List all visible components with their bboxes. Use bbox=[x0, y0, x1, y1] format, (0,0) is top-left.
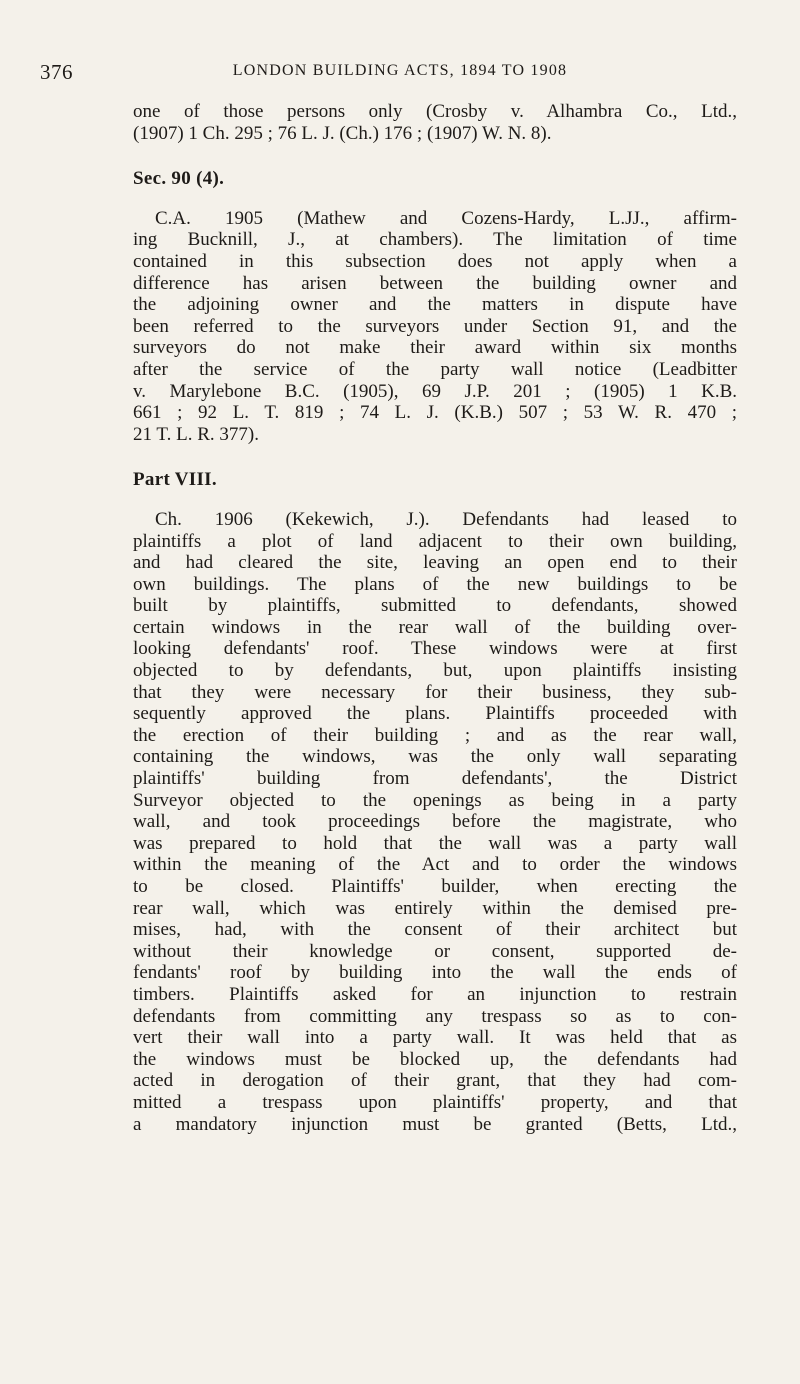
text-line: difference has arisen between the building owner and bbox=[133, 272, 737, 294]
text-line: rear wall, which was entirely within the demised pre- bbox=[133, 897, 737, 919]
text-line: certain windows in the rear wall of the building over- bbox=[133, 616, 737, 638]
text-line: Ch. 1906 (Kekewich, J.). Defendants had leased to bbox=[155, 508, 737, 530]
text-line: C.A. 1905 (Mathew and Cozens-Hardy, L.JJ., affirm- bbox=[155, 207, 737, 229]
paragraph-continuation bbox=[133, 101, 737, 144]
text-line: fendants' roof by building into the wall the ends of bbox=[133, 962, 737, 984]
text-line: contained in this subsection does not apply when a bbox=[133, 250, 737, 272]
text-line: been referred to the surveyors under Section 91, and the bbox=[133, 315, 737, 337]
text-line: wall, and took proceedings before the magistrate, who bbox=[133, 811, 737, 833]
text-line: 661 ; 92 L. T. 819 ; 74 L. J. (K.B.) 507 ; 53 W. R. 470 ; bbox=[133, 402, 737, 424]
text-line: without their knowledge or consent, supported de- bbox=[133, 940, 737, 962]
running-head: LONDON BUILDING ACTS, 1894 TO 1908 bbox=[232, 62, 568, 79]
text-line: vert their wall into a party wall. It was held that as bbox=[133, 1027, 737, 1049]
text-line: looking defendants' roof. These windows were at first bbox=[133, 638, 737, 660]
page-number: 376 bbox=[40, 60, 73, 84]
text-line: plaintiffs' building from defendants', the District bbox=[133, 768, 737, 790]
text-line: v. Marylebone B.C. (1905), 69 J.P. 201 ; (1905) 1 K.B. bbox=[133, 380, 737, 402]
text-line: the windows must be blocked up, the defendants had bbox=[133, 1048, 737, 1070]
text-line: that they were necessary for their business, they sub- bbox=[133, 681, 737, 703]
text-line: mitted a trespass upon plaintiffs' property, and that bbox=[133, 1091, 737, 1113]
text-line: the erection of their building ; and as the rear wall, bbox=[133, 724, 737, 746]
page-body bbox=[133, 101, 737, 1135]
text-line: the adjoining owner and the matters in dispute have bbox=[133, 294, 737, 316]
section-heading: Part VIII. bbox=[133, 469, 217, 491]
text-line: objected to by defendants, but, upon plaintiffs insisting bbox=[133, 660, 737, 682]
text-line: timbers. Plaintiffs asked for an injunction to restrain bbox=[133, 983, 737, 1005]
text-line: surveyors do not make their award within six months bbox=[133, 337, 737, 359]
text-line: after the service of the party wall notice (Leadbitter bbox=[133, 358, 737, 380]
text-line: was prepared to hold that the wall was a party wall bbox=[133, 832, 737, 854]
text-line: to be closed. Plaintiffs' builder, when erecting the bbox=[133, 876, 737, 897]
text-line: acted in derogation of their grant, that they had com- bbox=[133, 1070, 737, 1092]
text-line: built by plaintiffs, submitted to defendants, showed bbox=[133, 595, 737, 617]
text-line: mises, had, with the consent of their architect but bbox=[133, 919, 737, 941]
text-line: 21 T. L. R. 377). bbox=[133, 423, 259, 445]
text-line: sequently approved the plans. Plaintiffs proceeded with bbox=[133, 703, 737, 725]
text-line: own buildings. The plans of the new buildings to be bbox=[133, 573, 737, 595]
text-line: defendants from committing any trespass so as to con- bbox=[133, 1005, 737, 1027]
text-line: (1907) 1 Ch. 295 ; 76 L. J. (Ch.) 176 ; (1907) W. N. 8). bbox=[133, 122, 552, 144]
paragraph-part-viii bbox=[133, 509, 737, 1135]
text-line: ing Bucknill, J., at chambers). The limitation of time bbox=[133, 229, 737, 251]
text-line: Surveyor objected to the openings as being in a party bbox=[133, 789, 737, 811]
text-line: a mandatory injunction must be granted (Betts, Ltd., bbox=[133, 1113, 737, 1135]
text-line: within the meaning of the Act and to order the windows bbox=[133, 854, 737, 876]
text-line: containing the windows, was the only wall separating bbox=[133, 746, 737, 768]
paragraph-sec-90 bbox=[133, 208, 737, 446]
text-line: plaintiffs a plot of land adjacent to their own building, bbox=[133, 530, 737, 552]
text-line: one of those persons only (Crosby v. Alhambra Co., Ltd., bbox=[133, 101, 737, 122]
text-line: and had cleared the site, leaving an open end to their bbox=[133, 552, 737, 574]
section-heading: Sec. 90 (4). bbox=[133, 168, 225, 190]
